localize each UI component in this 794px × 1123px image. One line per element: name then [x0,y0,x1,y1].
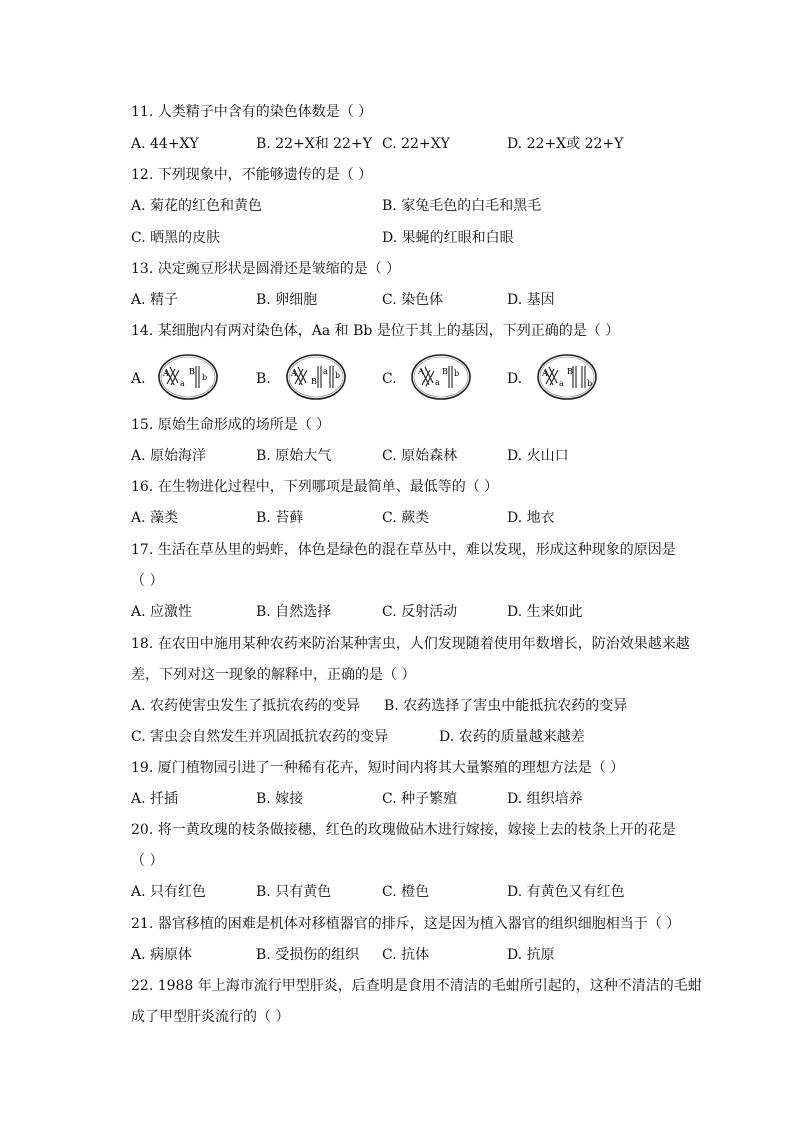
question-14-option-b: B. [256,371,271,387]
question-18-stem-continued: 差，下列对这一现象的解释中，正确的是（ ） [131,667,416,683]
question-19-option-b: B. 嫁接 [256,791,304,807]
cell-diagram-a [156,352,220,402]
question-15-option-d: D. 火山口 [507,448,569,464]
question-19-option-a: A. 扦插 [131,791,179,807]
cell-diagram-c [409,352,473,402]
question-14-option-d: D. [507,371,523,387]
cell-c-gene-bottom: b [454,369,460,378]
cell-c-gene-left: A [418,367,424,376]
question-14-stem: 14. 某细胞内有两对染色体，Aa 和 Bb 是位于其上的基因，下列正确的是（ ） [131,323,620,339]
question-17-option-c: C. 反射活动 [382,604,458,620]
question-17-option-d: D. 生来如此 [507,604,583,620]
cell-d-gene-left: A [542,369,548,378]
question-14-option-a: A. [131,371,146,387]
question-12-option-d: D. 果蝇的红眼和白眼 [382,230,514,246]
question-21-option-c: C. 抗体 [382,947,430,963]
question-17-stem-continued: （ ） [131,573,164,589]
question-12-stem: 12. 下列现象中，不能够遗传的是（ ） [131,167,373,183]
cell-a-gene-left: A [163,369,169,378]
cell-diagram-d [535,352,599,402]
question-16-stem: 16. 在生物进化过程中，下列哪项是最简单、最低等的（ ） [131,479,499,495]
question-16-option-d: D. 地衣 [507,510,555,526]
question-17-option-b: B. 自然选择 [256,604,332,620]
cell-c-gene-top: B [442,367,448,376]
question-15-option-b: B. 原始大气 [256,448,332,464]
question-20-stem: 20. 将一黄玫瑰的枝条做接穗，红色的玫瑰做砧木进行嫁接，嫁接上去的枝条上开的花是 [131,822,676,838]
question-20-stem-continued: （ ） [131,853,164,869]
question-18-option-b: B. 农药选择了害虫中能抵抗农药的变异 [384,698,628,714]
cell-c-gene-right: a [435,378,440,387]
question-21-stem: 21. 器官移植的困难是机体对移植器官的排斥，这是因为植入器官的组织细胞相当于（ ） [131,916,681,932]
question-20-option-a: A. 只有红色 [131,884,207,900]
question-11-option-c: C. 22+XY [382,136,450,152]
question-15-option-c: C. 原始森林 [382,448,458,464]
question-16-option-a: A. 藻类 [131,510,179,526]
cell-b-gene-bottom: b [335,371,341,380]
question-18-stem: 18. 在农田中施用某种农药来防治某种害虫，人们发现随着使用年数增长，防治效果越来越 [131,636,690,652]
question-11-option-d: D. 22+X或 22+Y [507,136,624,152]
question-20-option-c: C. 橙色 [382,884,430,900]
question-19-option-d: D. 组织培养 [507,791,583,807]
cell-d-gene-bottom: b [587,379,593,388]
question-14-option-c: C. [382,371,397,387]
cell-a-gene-right: a [180,379,185,388]
cell-diagram-b [284,352,348,402]
question-13-option-a: A. 精子 [131,292,179,308]
question-22-stem: 22. 1988 年上海市流行甲型肝炎，后查明是食用不清洁的毛蚶所引起的，这种不清洁的毛蚶 [131,978,702,994]
question-11-option-b: B. 22+X和 22+Y [256,136,372,152]
cell-b-gene-right: a [323,367,328,376]
question-18-option-d: D. 农药的质量越来越差 [439,729,585,745]
question-18-option-a: A. 农药使害虫发生了抵抗农药的变异 [131,698,361,714]
question-13-option-c: C. 染色体 [382,292,444,308]
cell-d-gene-right: a [559,379,564,388]
question-12-option-b: B. 家兔毛色的白毛和黑毛 [382,198,542,214]
question-12-option-a: A. 菊花的红色和黄色 [131,198,263,214]
question-16-option-b: B. 苔藓 [256,510,304,526]
cell-b-gene-left: A [291,369,297,378]
cell-a-gene-bottom: b [202,373,208,382]
question-19-stem: 19. 厦门植物园引进了一种稀有花卉，短时间内将其大量繁殖的理想方法是（ ） [131,760,625,776]
question-11-stem: 11. 人类精子中含有的染色体数是（ ） [131,104,373,120]
question-11-option-a: A. 44+XY [131,136,199,152]
question-13-option-d: D. 基因 [507,292,555,308]
question-18-option-c: C. 害虫会自然发生并巩固抵抗农药的变异 [131,729,389,745]
question-20-option-d: D. 有黄色又有红色 [507,884,625,900]
question-15-stem: 15. 原始生命形成的场所是（ ） [131,417,331,433]
question-21-option-b: B. 受损伤的组织 [256,947,360,963]
question-17-option-a: A. 应激性 [131,604,193,620]
question-17-stem: 17. 生活在草丛里的蚂蚱，体色是绿色的混在草丛中，难以发现，形成这种现象的原因是 [131,542,676,558]
cell-a-gene-top: B [189,367,195,376]
question-21-option-a: A. 病原体 [131,947,193,963]
question-15-option-a: A. 原始海洋 [131,448,207,464]
question-16-option-c: C. 蕨类 [382,510,430,526]
question-12-option-c: C. 晒黑的皮肤 [131,230,221,246]
question-22-stem-continued: 成了甲型肝炎流行的（ ） [131,1009,290,1025]
question-13-stem: 13. 决定豌豆形状是圆滑还是皱缩的是（ ） [131,261,401,277]
cell-d-gene-top: B [567,367,573,376]
question-20-option-b: B. 只有黄色 [256,884,332,900]
question-13-option-b: B. 卵细胞 [256,292,318,308]
cell-b-gene-top: B [311,377,317,386]
question-19-option-c: C. 种子繁殖 [382,791,458,807]
question-21-option-d: D. 抗原 [507,947,555,963]
